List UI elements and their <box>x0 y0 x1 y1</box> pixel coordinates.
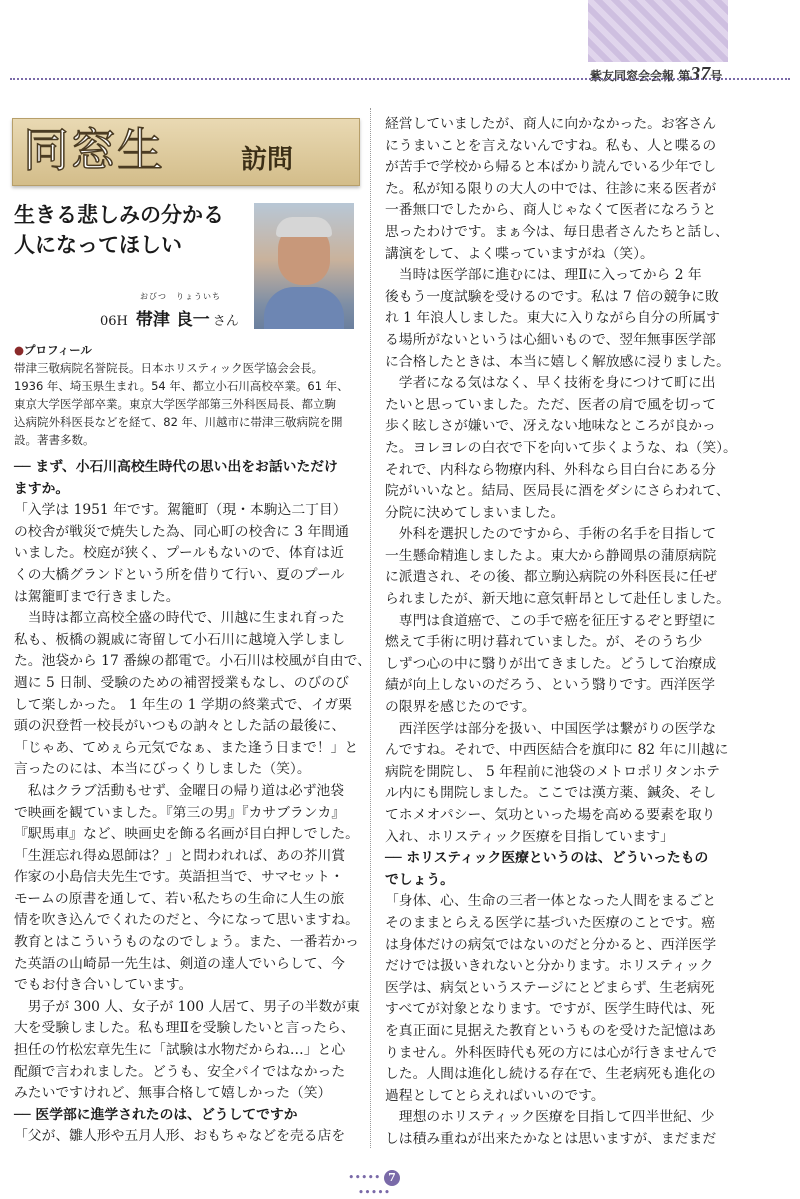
article-text-line: 「じゃあ、てめぇら元気でなぁ、また逢う日まで！」と <box>14 739 359 756</box>
profile-line: 込病院外科医長などを経て、82 年、川越市に帯津三敬病院を開 <box>14 415 343 429</box>
article-text-line: 「父が、雛人形や五月人形、おもちゃなどを売る店を <box>14 1128 346 1145</box>
profile-line: 帯津三敬病院名誉院長。日本ホリスティック医学協会会長。 <box>14 361 324 375</box>
article-text-line: が苦手で学校から帰ると本ばかり読んでいる少年でし <box>385 159 717 176</box>
article-text-line: 病院を開院し、 5 年程前に池袋のメトロポリタンホテ <box>385 763 720 780</box>
article-text-line: 医学は、病気というステージにとどまらず、生老病死 <box>385 979 715 996</box>
article-text-line: る場所がないというは心細いもので、翌年無事医学部 <box>385 331 716 348</box>
person-name-line <box>100 292 239 330</box>
article-text-line: 男子が 300 人、女子が 100 人居て、男子の半数が東 <box>14 998 360 1015</box>
portrait-body <box>264 287 344 329</box>
article-text-line: 経営していましたが、商人に向かなかった。お客さん <box>385 116 717 132</box>
article-text-line: 外科を選択したのですから、手術の名手を目指して <box>385 526 717 543</box>
header-divider <box>10 78 790 80</box>
name-ruby: おびつ りょういち <box>140 292 221 301</box>
article-text-line: 週に 5 日制、受験のための補習授業もなし、のびのび <box>14 674 349 691</box>
article-text-line: りません。外科医時代も死の方には心が行きませんで <box>385 1044 717 1061</box>
article-text-line: られましたが、新天地に意気軒昂として赴任しました。 <box>385 591 730 608</box>
article-text-line: 専門は食道癌で、この手で癌を征圧するぞと野望に <box>385 612 716 629</box>
article-text-line: いました。校庭が狭く、プールもないので、体育は近 <box>14 545 344 562</box>
article-text-line: た英語の山崎昴一先生は、剣道の達人でいらして、今 <box>14 955 345 972</box>
article-text-line: 情を吹き込んでくれたのだと、今になって思いますね。 <box>14 912 359 929</box>
article-text-line: しずつ心の中に翳りが出てきました。どうして治療成 <box>385 655 717 672</box>
person-name: 帯津 良一 <box>135 310 210 330</box>
article-text-line: 学者になる気はなく、早く技術を身につけて町に出 <box>385 375 716 392</box>
article-text-line: 燃えて手術に明け暮れていました。が、そのうち少 <box>385 634 703 651</box>
article-text-line: 「入学は 1951 年です。駕籠町（現・本駒込二丁目） <box>14 502 347 519</box>
article-text-line: ル内にも開院しました。ここでは漢方薬、鍼灸、そし <box>385 785 717 802</box>
article-text-line: 院がいいなと。結局、医局長に酒をダシにさらわれて、 <box>385 483 730 500</box>
section-banner <box>12 118 360 186</box>
interview-question-line: ますか。 <box>14 480 70 497</box>
bullet-icon: ● <box>14 343 25 357</box>
class-year: 06H <box>100 314 128 329</box>
article-text-line: に派遣され、その後、都立駒込病院の外科医長に任ぜ <box>385 569 717 586</box>
article-text-line: そのままとらえる医学に基づいた医療のことです。癌 <box>385 914 716 931</box>
article-text-line: た。ヨレヨレの白衣で下を向いて歩くような、ね（笑）。 <box>385 439 737 456</box>
article-text-line: た。池袋から 17 番線の都電で。小石川は校風が自由で、 <box>14 653 371 670</box>
article-text-line: てホメオパシー、気功といった場を高める要素を取り <box>385 807 716 823</box>
header-pattern <box>588 0 728 62</box>
profile-line: 東京大学医学部卒業。東京大学医学部第三外科医局長、都立駒 <box>14 397 336 411</box>
article-text-line: みたいですけれど、無事合格して嬉しかった（笑） <box>14 1085 332 1102</box>
article-text-line: 後もう一度試験を受けるのです。私は 7 倍の競争に敗 <box>385 288 719 305</box>
article-text-line: 配顔で言われました。どうも、安全パイではなかった <box>14 1063 346 1080</box>
article-text-line: 歩く眩しさが嫌いで、冴えない地味なところが良かっ <box>385 418 716 435</box>
article-text-line: 分院に決めてしまいました。 <box>385 504 565 521</box>
article-text-line: 担任の竹松宏章先生に「試験は水物だからね…」と心 <box>14 1042 346 1059</box>
profile-title <box>14 341 360 359</box>
article-text-line: で映画を観ていました。『第三の男』『カサブランカ』 <box>14 804 346 821</box>
page-number: 7 <box>384 1170 400 1186</box>
article-text-line: た。私が知る限りの大人の中では、往診に来る医者が <box>385 180 717 197</box>
article-text-line: んですね。それで、中西医結合を旗印に 82 年に川越に <box>385 742 729 759</box>
headline-line-1: 生きる悲しみの分かる <box>14 202 224 227</box>
article-text-line: 一生懸命精進しましたよ。東大から静岡県の蒲原病院 <box>385 547 717 564</box>
article-text-line: 私はクラブ活動もせず、金曜日の帰り道は必ず池袋 <box>14 782 345 799</box>
article-text-line: して楽しかった。 1 年生の 1 学期の終業式で、イガ栗 <box>14 696 352 713</box>
issue-prefix: 第 <box>678 69 691 83</box>
article-text-line: 言ったのには、本当にびっくりしました（笑）。 <box>14 761 311 778</box>
article-text-line: 一番無口でしたから、商人じゃなくて医者になろうと <box>385 202 717 219</box>
profile-box <box>14 341 360 449</box>
article-text-line: の校舎が戦災で焼失した為、同心町の校舎に 3 年間通 <box>14 523 349 540</box>
article-headline <box>14 200 244 260</box>
profile-line: 1936 年、埼玉県生まれ。54 年、都立小石川高校卒業。61 年、 <box>14 379 349 393</box>
article-text-line: 「生涯忘れ得ぬ恩師は？」と問われれば、あの芥川賞 <box>14 847 346 864</box>
profile-title-text: プロフィール <box>24 343 92 357</box>
article-text-line: 理想のホリスティック医療を目指して四半世紀、少 <box>385 1109 715 1126</box>
article-text-line: 当時は医学部に進むには、理Ⅱに入ってから 2 年 <box>385 267 702 284</box>
banner-subtitle: 訪問 <box>241 145 294 175</box>
article-text-line: でもお付き合いしています。 <box>14 977 193 994</box>
profile-text <box>14 359 360 449</box>
newsletter-header <box>590 63 730 86</box>
article-text-line: れ 1 年浪人しました。東大に入りながら自分の所属す <box>385 310 720 327</box>
footer-dots-right: ••••• <box>357 1186 391 1199</box>
portrait-hair <box>276 217 332 237</box>
banner-title: 同窓生 <box>23 123 164 177</box>
issue-suffix: 号 <box>710 69 723 83</box>
honorific: さん <box>212 314 239 329</box>
article-text-line: たいと思っていました。ただ、医者の肩で風を切って <box>385 396 717 413</box>
footer-dots-left: ••••• <box>348 1171 381 1184</box>
article-text-line: した。人間は進化し続ける存在で、生老病死も進化の <box>385 1066 716 1083</box>
article-text-line: モームの原書を通して、若い私たちの生命に人生の旅 <box>14 890 345 907</box>
article-text-line: それで、内科なら物療内科、外科なら目白台にある分 <box>385 461 716 478</box>
article-text-line: すべてが対象となります。ですが、医学生時代は、死 <box>385 1001 715 1018</box>
article-text-line: 教育とはこういうものなのでしょう。また、一番若かっ <box>14 934 359 951</box>
article-text-line: を真正面に見据えた教育というものを受けた記憶はあ <box>385 1022 717 1039</box>
article-text-line: 思ったわけです。まぁ今は、毎日患者さんたちと話し、 <box>385 223 729 240</box>
article-text-line: 過程としてとらえればいいのです。 <box>385 1087 605 1104</box>
article-text-line: 『駅馬車』など、映画史を飾る名画が目白押しでした。 <box>14 826 359 843</box>
article-text-line: 当時は都立高校全盛の時代で、川越に生まれ育った <box>14 610 345 627</box>
portrait-photo <box>254 203 354 329</box>
article-text-line: の限界を感じたのです。 <box>385 699 536 716</box>
publication-name: 紫友同窓会会報 <box>590 69 675 83</box>
article-text-line: 西洋医学は部分を扱い、中国医学は繋がりの医学な <box>385 720 717 737</box>
article-text-line: 入れ、ホリスティック医療を目指しています」 <box>385 828 674 845</box>
article-text-line: 績が向上しないのだろう、という翳りです。西洋医学 <box>385 677 716 694</box>
article-text-line: にうまいことを言えないんですね。私も、人と喋るの <box>385 137 717 154</box>
article-text-line: 私も、板橋の親戚に寄留して小石川に越境入学しまし <box>14 631 346 648</box>
article-text-line: しは積み重ねが出来たかなとは思いますが、まだまだ <box>385 1130 717 1147</box>
article-text-line: 作家の小島信夫先生です。英語担当で、サマセット・ <box>14 869 344 886</box>
article-text-line: は駕籠町まで行きました。 <box>14 588 180 605</box>
article-text-line: に合格したときは、本当に嬉しく解放感に浸りました。 <box>385 353 730 370</box>
article-text-line: 講演をして、よく喋っていますがね（笑）。 <box>385 245 654 262</box>
interview-question-line: ── まず、小石川高校生時代の思い出をお話いただけ <box>14 459 338 475</box>
article-text-line: 「身体、心、生命の三者一体となった人間をまるごと <box>385 893 717 910</box>
article-text-line: は身体だけの病気ではないのだと分かると、西洋医学 <box>385 936 717 953</box>
article-column-right <box>385 114 735 1151</box>
article-text-line: だけでは扱いきれないと分かります。ホリスティック <box>385 958 714 975</box>
article-text-line: 大を受験しました。私も理Ⅱを受験したいと言ったら、 <box>14 1020 355 1037</box>
profile-line: 設。著書多数。 <box>14 433 95 447</box>
interview-question-line: ── 医学部に進学されたのは、どうしてですか <box>14 1106 298 1123</box>
headline-line-2: 人になってほしい <box>14 232 182 257</box>
article-text-line: 頭の沢登哲一校長がいつもの訥々とした話の最後に、 <box>14 718 346 735</box>
interview-question-line: ── ホリスティック医療というのは、どういったもの <box>385 850 709 867</box>
column-divider <box>370 108 371 1148</box>
article-text-line: くの大橋グランドという所を借りて行い、夏のプール <box>14 566 345 583</box>
article-column-left <box>14 457 371 1148</box>
interview-question-line: でしょう。 <box>385 871 454 888</box>
issue-number: 37 <box>690 63 711 85</box>
